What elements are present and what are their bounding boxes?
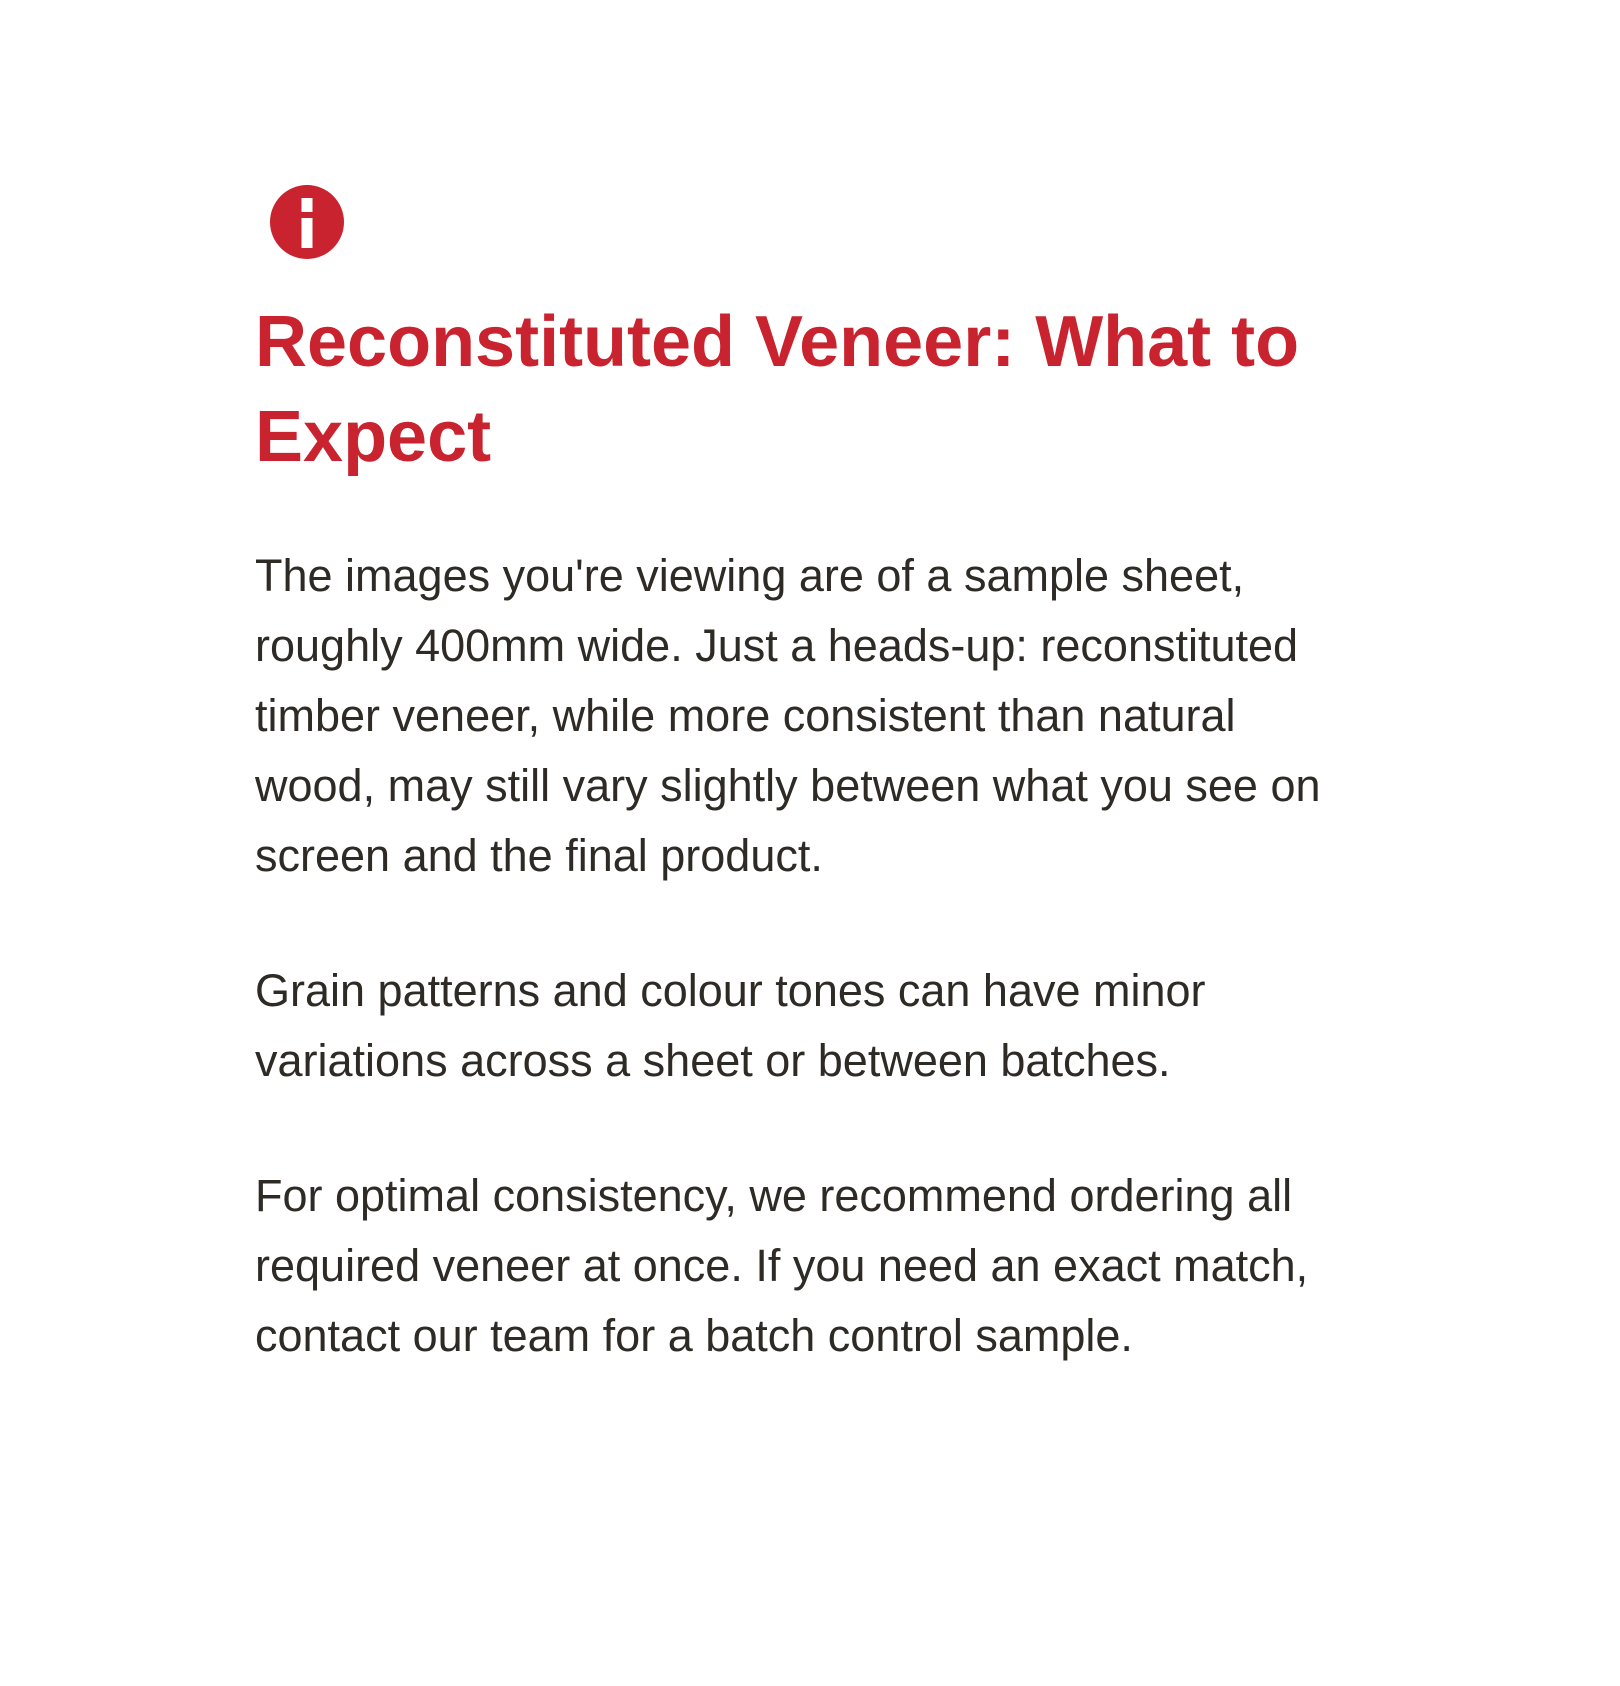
paragraph-ordering-advice: For optimal consistency, we recommend ordering all required veneer at once. If you need an exact match, contact our team for a batch control sample. [255,1170,1309,1361]
section-body [255,541,1347,1371]
info-section [255,185,1347,1436]
info-icon [270,185,344,259]
info-icon-stem [302,218,313,248]
paragraph-grain-variation: Grain patterns and colour tones can have minor variations across a sheet or between batches. [255,965,1206,1086]
section-title: Reconstituted Veneer: What to Expect [255,302,1300,477]
info-icon-dot [302,198,313,212]
paragraph-sample-sheet: The images you're viewing are of a sample sheet, roughly 400mm wide. Just a heads-up: reconstituted timber veneer, while more consistent than natural wood, may still vary slightly between what you see on screen and the final product. [255,550,1321,881]
